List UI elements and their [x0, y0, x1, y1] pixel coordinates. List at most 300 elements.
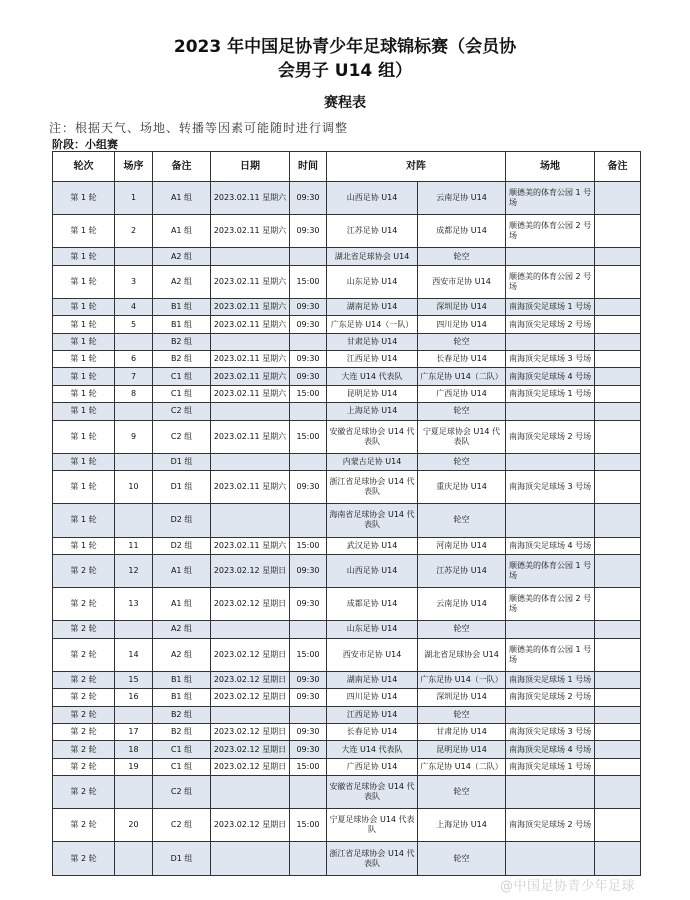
away-team-cell: 西安市足协 U14: [418, 265, 506, 298]
venue-cell: [506, 504, 595, 537]
round-cell: 第 2 轮: [53, 706, 115, 723]
date-cell: 2023.02.12 星期日: [211, 741, 290, 758]
table-row: [53, 776, 641, 809]
home-team-cell: 江西足协 U14: [327, 706, 418, 723]
group-cell: C2 组: [153, 403, 211, 420]
remarks-cell: [595, 316, 641, 333]
time-cell: 15:00: [290, 758, 327, 775]
group-cell: B1 组: [153, 316, 211, 333]
schedule-table: [52, 151, 641, 876]
round-cell: 第 1 轮: [53, 537, 115, 554]
venue-cell: [506, 453, 595, 470]
match-no-cell: 15: [115, 671, 153, 688]
away-team-cell: 轮空: [418, 403, 506, 420]
match-no-cell: 7: [115, 368, 153, 385]
round-cell: 第 1 轮: [53, 298, 115, 315]
venue-cell: 顺德美的体育公园 1 号场: [506, 554, 595, 587]
home-team-cell: 上海足协 U14: [327, 403, 418, 420]
date-cell: 2023.02.12 星期日: [211, 638, 290, 671]
group-cell: A1 组: [153, 588, 211, 621]
remarks-cell: [595, 385, 641, 402]
remarks-cell: [595, 215, 641, 248]
stage-label: 阶段：小组赛: [52, 138, 118, 151]
away-team-cell: 深圳足协 U14: [418, 689, 506, 706]
schedule-subtitle: 赛程表: [324, 95, 366, 111]
date-cell: 2023.02.12 星期日: [211, 671, 290, 688]
group-cell: B2 组: [153, 723, 211, 740]
venue-cell: [506, 248, 595, 265]
table-row: [53, 316, 641, 333]
round-cell: 第 2 轮: [53, 671, 115, 688]
round-cell: 第 1 轮: [53, 182, 115, 215]
time-cell: 09:30: [290, 723, 327, 740]
table-row: [53, 706, 641, 723]
venue-cell: 南海顶尖足球场 2 号场: [506, 809, 595, 842]
away-team-cell: 轮空: [418, 776, 506, 809]
away-team-cell: 云南足协 U14: [418, 588, 506, 621]
group-cell: C1 组: [153, 368, 211, 385]
match-no-cell: 19: [115, 758, 153, 775]
home-team-cell: 安徽省足球协会 U14 代表队: [327, 776, 418, 809]
round-cell: 第 2 轮: [53, 809, 115, 842]
date-cell: 2023.02.11 星期六: [211, 537, 290, 554]
round-cell: 第 2 轮: [53, 554, 115, 587]
remarks-cell: [595, 842, 641, 876]
time-cell: 09:30: [290, 471, 327, 504]
remarks-cell: [595, 298, 641, 315]
group-cell: A2 组: [153, 621, 211, 638]
home-team-cell: 广西足协 U14: [327, 758, 418, 775]
group-cell: C1 组: [153, 741, 211, 758]
match-no-cell: [115, 842, 153, 876]
table-row: [53, 638, 641, 671]
home-team-cell: 广东足协 U14（一队）: [327, 316, 418, 333]
venue-cell: 南海顶尖足球场 1 号场: [506, 385, 595, 402]
home-team-cell: 山西足协 U14: [327, 554, 418, 587]
match-no-cell: 17: [115, 723, 153, 740]
remarks-cell: [595, 453, 641, 470]
date-cell: 2023.02.12 星期日: [211, 554, 290, 587]
venue-cell: 南海顶尖足球场 2 号场: [506, 316, 595, 333]
time-cell: [290, 453, 327, 470]
date-cell: [211, 248, 290, 265]
remarks-cell: [595, 420, 641, 453]
table-row: [53, 621, 641, 638]
home-team-cell: 成都足协 U14: [327, 588, 418, 621]
venue-cell: 南海顶尖足球场 4 号场: [506, 741, 595, 758]
date-cell: 2023.02.11 星期六: [211, 182, 290, 215]
home-team-cell: 西安市足协 U14: [327, 638, 418, 671]
match-no-cell: [115, 403, 153, 420]
home-team-cell: 海南省足球协会 U14 代表队: [327, 504, 418, 537]
round-cell: 第 1 轮: [53, 504, 115, 537]
date-cell: 2023.02.11 星期六: [211, 215, 290, 248]
match-no-cell: [115, 776, 153, 809]
date-cell: [211, 776, 290, 809]
venue-cell: 南海顶尖足球场 1 号场: [506, 671, 595, 688]
header-match-no: 场序: [115, 152, 153, 182]
remarks-cell: [595, 471, 641, 504]
remarks-cell: [595, 588, 641, 621]
away-team-cell: 江苏足协 U14: [418, 554, 506, 587]
date-cell: 2023.02.11 星期六: [211, 368, 290, 385]
round-cell: 第 2 轮: [53, 638, 115, 671]
round-cell: 第 2 轮: [53, 842, 115, 876]
venue-cell: 顺德美的体育公园 2 号场: [506, 588, 595, 621]
round-cell: 第 1 轮: [53, 471, 115, 504]
home-team-cell: 浙江省足球协会 U14 代表队: [327, 471, 418, 504]
remarks-cell: [595, 809, 641, 842]
round-cell: 第 2 轮: [53, 758, 115, 775]
date-cell: 2023.02.11 星期六: [211, 420, 290, 453]
round-cell: 第 2 轮: [53, 621, 115, 638]
remarks-cell: [595, 504, 641, 537]
table-row: [53, 758, 641, 775]
match-no-cell: [115, 706, 153, 723]
venue-cell: 南海顶尖足球场 3 号场: [506, 471, 595, 504]
time-cell: 09:30: [290, 741, 327, 758]
round-cell: 第 2 轮: [53, 741, 115, 758]
group-cell: A1 组: [153, 182, 211, 215]
group-cell: B1 组: [153, 689, 211, 706]
venue-cell: [506, 776, 595, 809]
group-cell: A2 组: [153, 638, 211, 671]
match-no-cell: 2: [115, 215, 153, 248]
venue-cell: 南海顶尖足球场 4 号场: [506, 368, 595, 385]
venue-cell: 南海顶尖足球场 1 号场: [506, 298, 595, 315]
time-cell: 09:30: [290, 689, 327, 706]
round-cell: 第 1 轮: [53, 351, 115, 368]
away-team-cell: 深圳足协 U14: [418, 298, 506, 315]
venue-cell: 顺德美的体育公园 2 号场: [506, 215, 595, 248]
time-cell: [290, 504, 327, 537]
venue-cell: 南海顶尖足球场 2 号场: [506, 689, 595, 706]
date-cell: [211, 706, 290, 723]
date-cell: 2023.02.12 星期日: [211, 689, 290, 706]
away-team-cell: 上海足协 U14: [418, 809, 506, 842]
home-team-cell: 甘肃足协 U14: [327, 333, 418, 350]
venue-cell: 南海顶尖足球场 1 号场: [506, 758, 595, 775]
remarks-cell: [595, 706, 641, 723]
date-cell: 2023.02.11 星期六: [211, 316, 290, 333]
venue-cell: [506, 403, 595, 420]
away-team-cell: 重庆足协 U14: [418, 471, 506, 504]
time-cell: 09:30: [290, 215, 327, 248]
match-no-cell: 20: [115, 809, 153, 842]
table-row: [53, 537, 641, 554]
remarks-cell: [595, 333, 641, 350]
watermark: @中国足协青少年足球: [500, 879, 636, 894]
away-team-cell: 轮空: [418, 842, 506, 876]
home-team-cell: 长春足协 U14: [327, 723, 418, 740]
home-team-cell: 湖北省足球协会 U14: [327, 248, 418, 265]
remarks-cell: [595, 351, 641, 368]
home-team-cell: 江西足协 U14: [327, 351, 418, 368]
remarks-cell: [595, 182, 641, 215]
match-no-cell: 18: [115, 741, 153, 758]
adjustment-note: 注：根据天气、场地、转播等因素可能随时进行调整: [49, 121, 349, 135]
table-row: [53, 351, 641, 368]
time-cell: 15:00: [290, 420, 327, 453]
venue-cell: [506, 621, 595, 638]
time-cell: [290, 621, 327, 638]
date-cell: [211, 453, 290, 470]
table-row: [53, 215, 641, 248]
match-no-cell: 1: [115, 182, 153, 215]
home-team-cell: 湖南足协 U14: [327, 671, 418, 688]
table-row: [53, 265, 641, 298]
time-cell: 09:30: [290, 588, 327, 621]
group-cell: A2 组: [153, 265, 211, 298]
remarks-cell: [595, 671, 641, 688]
away-team-cell: 轮空: [418, 333, 506, 350]
match-no-cell: 12: [115, 554, 153, 587]
home-team-cell: 安徽省足球协会 U14 代表队: [327, 420, 418, 453]
home-team-cell: 山西足协 U14: [327, 182, 418, 215]
match-no-cell: 16: [115, 689, 153, 706]
home-team-cell: 湖南足协 U14: [327, 298, 418, 315]
group-cell: B1 组: [153, 298, 211, 315]
date-cell: 2023.02.11 星期六: [211, 471, 290, 504]
table-row: [53, 368, 641, 385]
date-cell: 2023.02.12 星期日: [211, 588, 290, 621]
away-team-cell: 宁夏足球协会 U14 代表队: [418, 420, 506, 453]
group-cell: D1 组: [153, 471, 211, 504]
time-cell: 15:00: [290, 537, 327, 554]
date-cell: 2023.02.11 星期六: [211, 351, 290, 368]
round-cell: 第 2 轮: [53, 689, 115, 706]
match-no-cell: 6: [115, 351, 153, 368]
match-no-cell: 3: [115, 265, 153, 298]
remarks-cell: [595, 368, 641, 385]
header-date: 日期: [211, 152, 290, 182]
time-cell: 09:30: [290, 554, 327, 587]
time-cell: 15:00: [290, 809, 327, 842]
time-cell: 09:30: [290, 182, 327, 215]
away-team-cell: 昆明足协 U14: [418, 741, 506, 758]
table-header-row: [53, 152, 641, 182]
time-cell: 15:00: [290, 638, 327, 671]
venue-cell: 顺德美的体育公园 2 号场: [506, 265, 595, 298]
match-no-cell: 8: [115, 385, 153, 402]
date-cell: 2023.02.12 星期日: [211, 758, 290, 775]
table-row: [53, 689, 641, 706]
table-row: [53, 723, 641, 740]
venue-cell: 顺德美的体育公园 1 号场: [506, 638, 595, 671]
group-cell: C2 组: [153, 776, 211, 809]
round-cell: 第 1 轮: [53, 453, 115, 470]
away-team-cell: 轮空: [418, 706, 506, 723]
page-title-line1: 2023 年中国足协青少年足球锦标赛（会员协: [173, 37, 517, 57]
away-team-cell: 甘肃足协 U14: [418, 723, 506, 740]
match-no-cell: [115, 504, 153, 537]
table-row: [53, 504, 641, 537]
away-team-cell: 长春足协 U14: [418, 351, 506, 368]
date-cell: 2023.02.11 星期六: [211, 265, 290, 298]
venue-cell: 南海顶尖足球场 3 号场: [506, 351, 595, 368]
remarks-cell: [595, 723, 641, 740]
remarks-cell: [595, 758, 641, 775]
table-row: [53, 741, 641, 758]
remarks-cell: [595, 248, 641, 265]
venue-cell: [506, 842, 595, 876]
home-team-cell: 浙江省足球协会 U14 代表队: [327, 842, 418, 876]
home-team-cell: 昆明足协 U14: [327, 385, 418, 402]
home-team-cell: 大连 U14 代表队: [327, 741, 418, 758]
table-row: [53, 588, 641, 621]
remarks-cell: [595, 265, 641, 298]
group-cell: D2 组: [153, 504, 211, 537]
date-cell: [211, 333, 290, 350]
remarks-cell: [595, 554, 641, 587]
away-team-cell: 云南足协 U14: [418, 182, 506, 215]
table-row: [53, 554, 641, 587]
round-cell: 第 1 轮: [53, 420, 115, 453]
match-no-cell: 14: [115, 638, 153, 671]
match-no-cell: 5: [115, 316, 153, 333]
group-cell: A1 组: [153, 554, 211, 587]
home-team-cell: 江苏足协 U14: [327, 215, 418, 248]
home-team-cell: 山东足协 U14: [327, 265, 418, 298]
round-cell: 第 1 轮: [53, 316, 115, 333]
remarks-cell: [595, 638, 641, 671]
table-row: [53, 403, 641, 420]
table-row: [53, 182, 641, 215]
remarks-cell: [595, 741, 641, 758]
time-cell: 15:00: [290, 385, 327, 402]
date-cell: 2023.02.11 星期六: [211, 385, 290, 402]
header-round: 轮次: [53, 152, 115, 182]
match-no-cell: [115, 453, 153, 470]
match-no-cell: 9: [115, 420, 153, 453]
venue-cell: [506, 333, 595, 350]
table-row: [53, 842, 641, 876]
group-cell: B2 组: [153, 706, 211, 723]
remarks-cell: [595, 621, 641, 638]
match-no-cell: [115, 248, 153, 265]
away-team-cell: 河南足协 U14: [418, 537, 506, 554]
match-no-cell: [115, 621, 153, 638]
group-cell: D1 组: [153, 842, 211, 876]
remarks-cell: [595, 403, 641, 420]
header-time: 时间: [290, 152, 327, 182]
remarks-cell: [595, 776, 641, 809]
time-cell: [290, 842, 327, 876]
page-title-line2: 会男子 U14 组）: [277, 61, 413, 81]
table-row: [53, 671, 641, 688]
away-team-cell: 成都足协 U14: [418, 215, 506, 248]
away-team-cell: 轮空: [418, 453, 506, 470]
match-no-cell: 4: [115, 298, 153, 315]
table-row: [53, 471, 641, 504]
table-row: [53, 385, 641, 402]
away-team-cell: 广东足协 U14（二队）: [418, 758, 506, 775]
away-team-cell: 轮空: [418, 248, 506, 265]
group-cell: C2 组: [153, 420, 211, 453]
time-cell: 09:30: [290, 368, 327, 385]
round-cell: 第 2 轮: [53, 776, 115, 809]
time-cell: 09:30: [290, 671, 327, 688]
group-cell: B2 组: [153, 333, 211, 350]
round-cell: 第 1 轮: [53, 265, 115, 298]
header-venue: 场地: [506, 152, 595, 182]
away-team-cell: 湖北省足球协会 U14: [418, 638, 506, 671]
venue-cell: 南海顶尖足球场 2 号场: [506, 420, 595, 453]
home-team-cell: 武汉足协 U14: [327, 537, 418, 554]
date-cell: 2023.02.11 星期六: [211, 298, 290, 315]
match-no-cell: [115, 333, 153, 350]
time-cell: 09:30: [290, 316, 327, 333]
venue-cell: 南海顶尖足球场 3 号场: [506, 723, 595, 740]
venue-cell: 顺德美的体育公园 1 号场: [506, 182, 595, 215]
match-no-cell: 13: [115, 588, 153, 621]
away-team-cell: 轮空: [418, 504, 506, 537]
away-team-cell: 广东足协 U14（一队）: [418, 671, 506, 688]
table-row: [53, 809, 641, 842]
time-cell: 09:30: [290, 298, 327, 315]
header-remarks: 备注: [595, 152, 641, 182]
remarks-cell: [595, 689, 641, 706]
group-cell: C1 组: [153, 758, 211, 775]
home-team-cell: 内蒙古足协 U14: [327, 453, 418, 470]
time-cell: 09:30: [290, 351, 327, 368]
round-cell: 第 1 轮: [53, 403, 115, 420]
home-team-cell: 山东足协 U14: [327, 621, 418, 638]
home-team-cell: 四川足协 U14: [327, 689, 418, 706]
match-no-cell: 11: [115, 537, 153, 554]
venue-cell: [506, 706, 595, 723]
round-cell: 第 1 轮: [53, 385, 115, 402]
away-team-cell: 广东足协 U14（二队）: [418, 368, 506, 385]
venue-cell: 南海顶尖足球场 4 号场: [506, 537, 595, 554]
time-cell: [290, 333, 327, 350]
away-team-cell: 广西足协 U14: [418, 385, 506, 402]
time-cell: [290, 248, 327, 265]
home-team-cell: 宁夏足球协会 U14 代表队: [327, 809, 418, 842]
away-team-cell: 四川足协 U14: [418, 316, 506, 333]
date-cell: 2023.02.12 星期日: [211, 723, 290, 740]
round-cell: 第 1 轮: [53, 215, 115, 248]
date-cell: [211, 842, 290, 876]
time-cell: [290, 403, 327, 420]
remarks-cell: [595, 537, 641, 554]
header-matchup: 对阵: [327, 152, 506, 182]
home-team-cell: 大连 U14 代表队: [327, 368, 418, 385]
group-cell: D2 组: [153, 537, 211, 554]
schedule-body: [53, 182, 641, 876]
group-cell: C2 组: [153, 809, 211, 842]
round-cell: 第 1 轮: [53, 248, 115, 265]
group-cell: B1 组: [153, 671, 211, 688]
date-cell: [211, 621, 290, 638]
round-cell: 第 1 轮: [53, 333, 115, 350]
time-cell: [290, 706, 327, 723]
round-cell: 第 1 轮: [53, 368, 115, 385]
table-row: [53, 248, 641, 265]
group-cell: A1 组: [153, 215, 211, 248]
date-cell: 2023.02.12 星期日: [211, 809, 290, 842]
table-row: [53, 333, 641, 350]
round-cell: 第 2 轮: [53, 723, 115, 740]
time-cell: [290, 776, 327, 809]
date-cell: [211, 504, 290, 537]
group-cell: C1 组: [153, 385, 211, 402]
away-team-cell: 轮空: [418, 621, 506, 638]
table-row: [53, 298, 641, 315]
header-group: 备注: [153, 152, 211, 182]
group-cell: D1 组: [153, 453, 211, 470]
round-cell: 第 2 轮: [53, 588, 115, 621]
